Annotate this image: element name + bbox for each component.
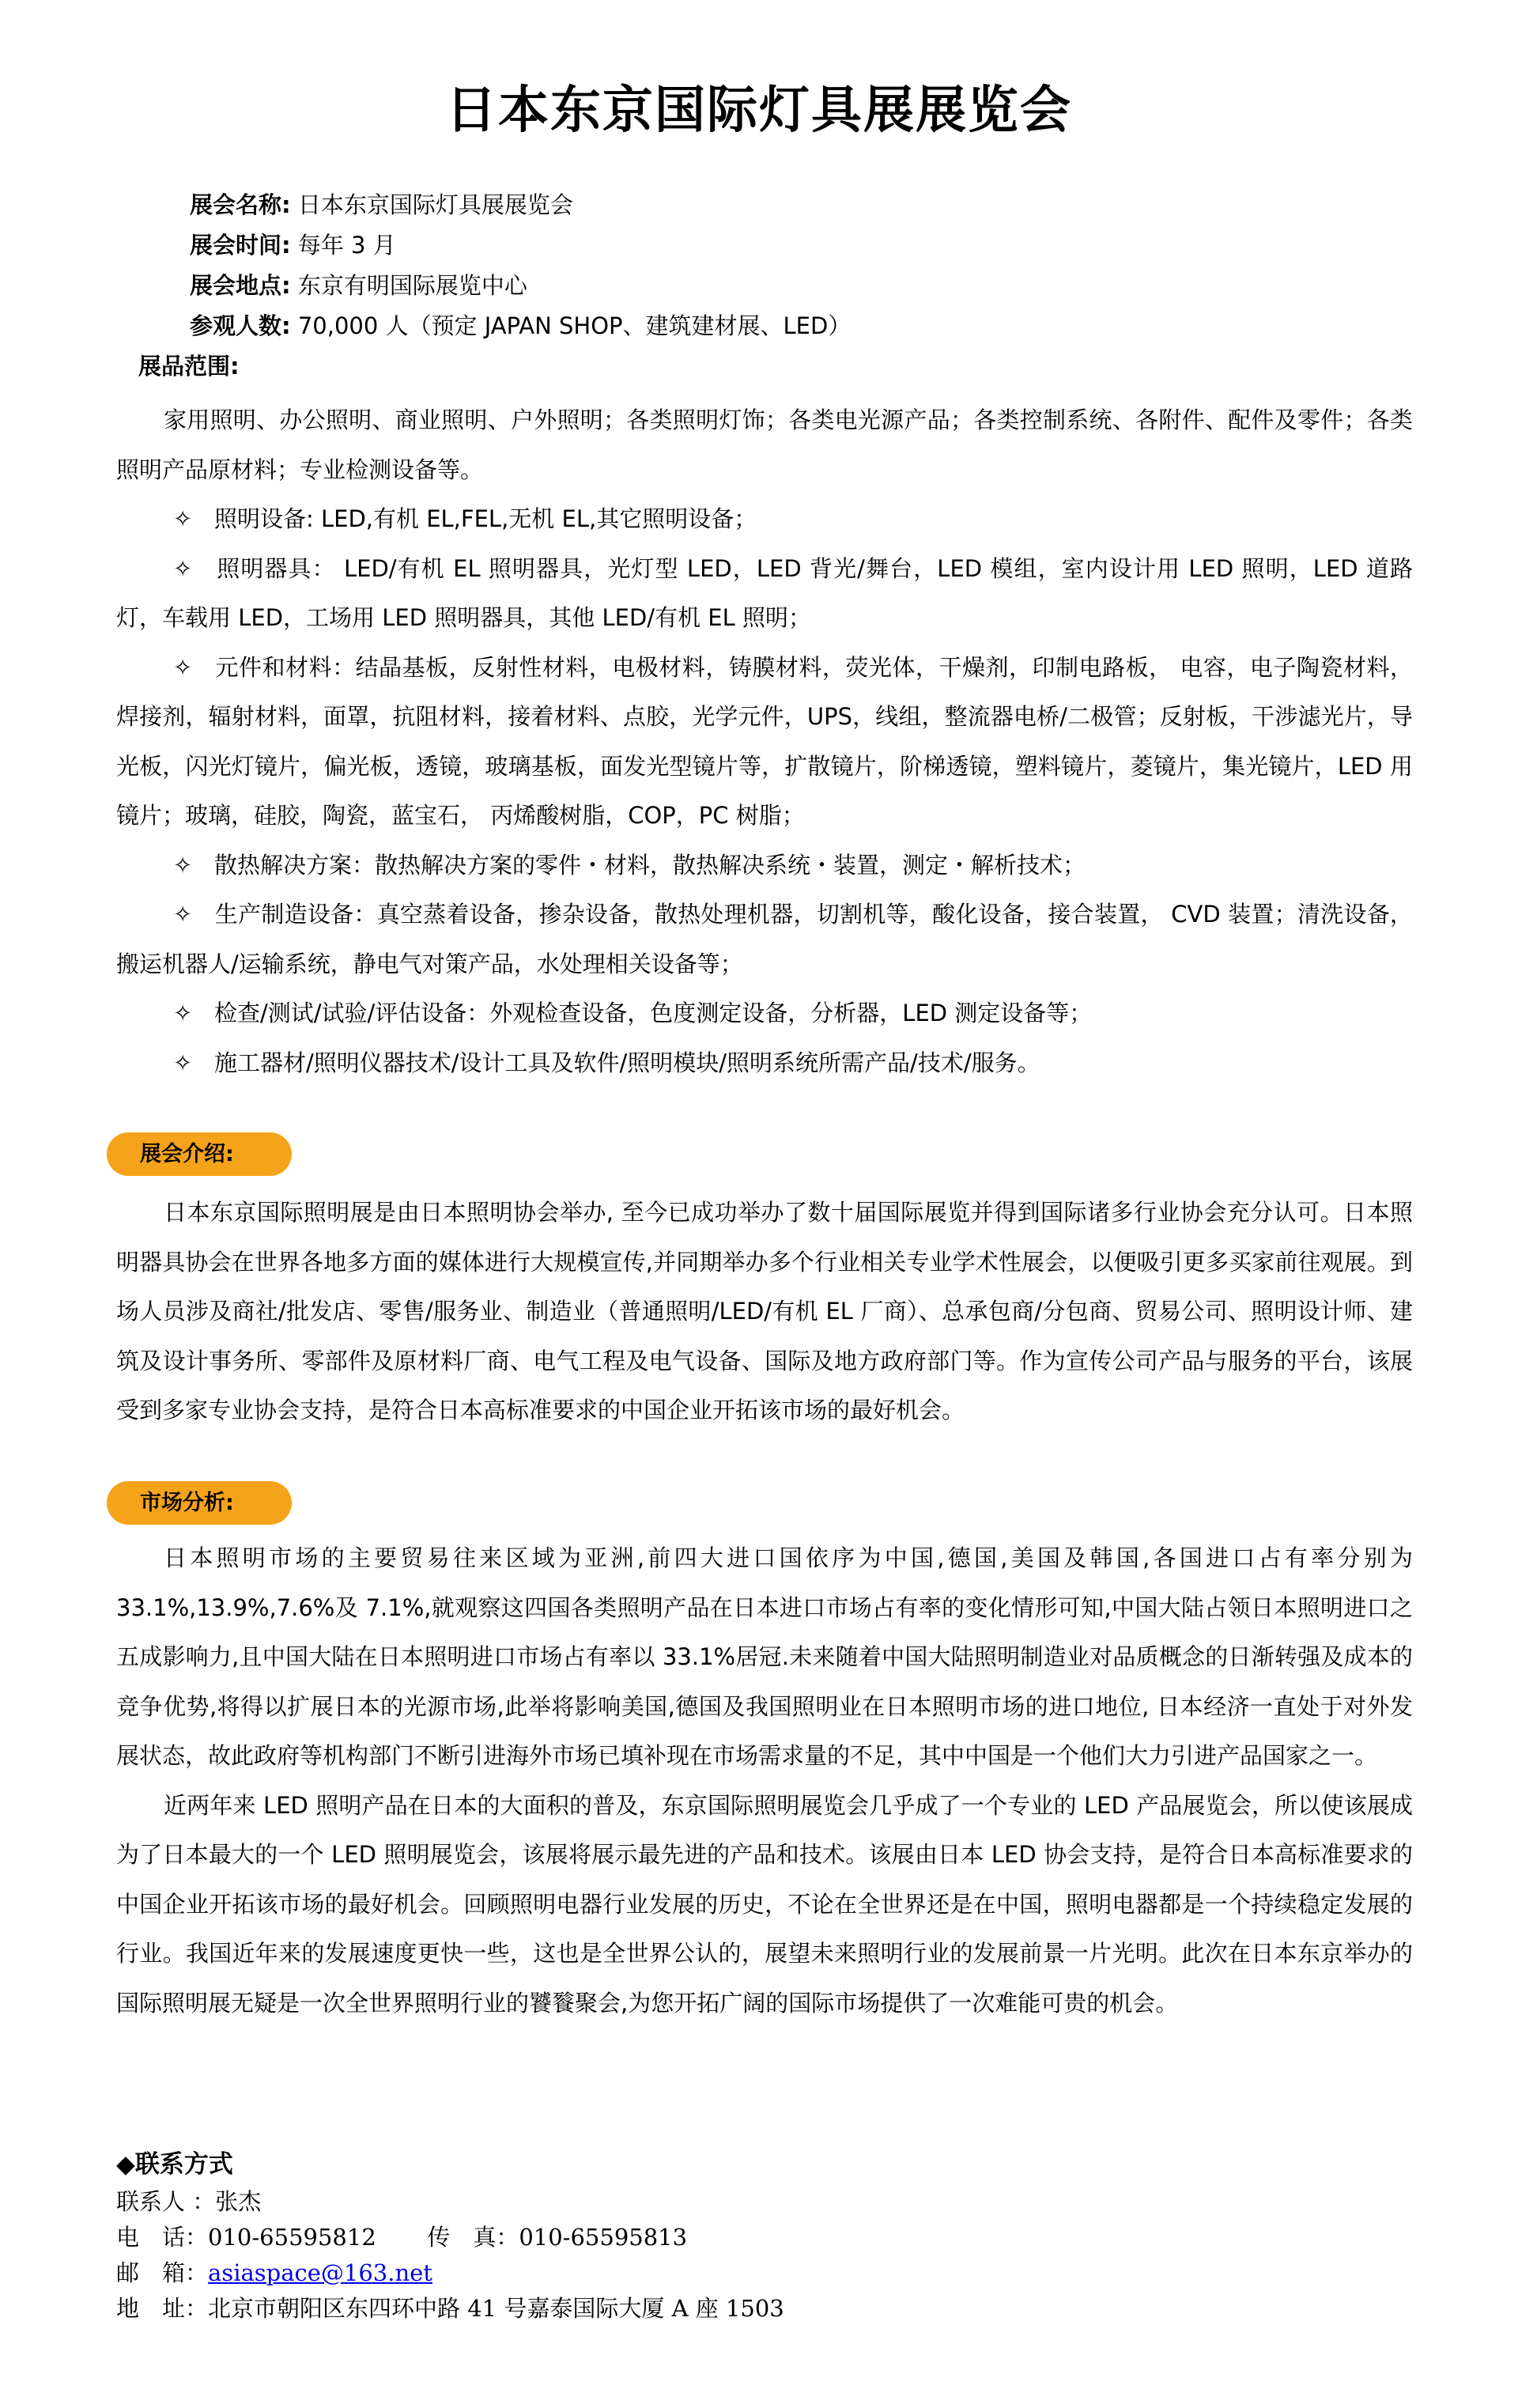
contact-phone-row bbox=[116, 2220, 784, 2255]
bullet-item bbox=[116, 544, 1413, 643]
info-value: 日本东京国际灯具展展览会 bbox=[297, 191, 573, 218]
bullet-text: 照明设备: LED,有机 EL,FEL,无机 EL,其它照明设备； bbox=[213, 505, 757, 532]
info-key: 展会时间: bbox=[190, 232, 291, 259]
info-key: 展会地点: bbox=[190, 272, 291, 299]
market-body bbox=[116, 1533, 1413, 2028]
contact-address-label: 地 址： bbox=[116, 2295, 209, 2322]
contact-email-link[interactable]: asiaspace@163.net bbox=[208, 2259, 432, 2286]
bullet-text: 散热解决方案：散热解决方案的零件・材料，散热解决系统・装置，测定・解析技术； bbox=[213, 851, 1086, 879]
bullet-item bbox=[116, 890, 1413, 989]
info-key: 展会名称: bbox=[190, 191, 291, 218]
intro-paragraph: 日本东京国际照明展是由日本照明协会举办, 至今已成功举办了数十届国际展览并得到国际诸多行业协会充分认可。日本照明器具协会在世界各地多方面的媒体进行大规模宣传,并同期举办多个行业相关专业学术性展会，以便吸引更多买家前往观展。到场人员涉及商社/批发店、零售/服务业、制造业（普通照明/LED/有机 EL 厂商）、总承包商/分包商、贸易公司、照明设计师、建筑及设计事务所、零部件及原材料厂商、电气工程及电气设备、国际及地方政府部门等。作为宣传公司产品与服务的平台，该展受到多家专业协会支持，是符合日本高标准要求的中国企业开拓该市场的最好机会。 bbox=[116, 1199, 1413, 1423]
intro-body bbox=[116, 1188, 1413, 1435]
contact-phone: 010-65595812 bbox=[208, 2224, 376, 2251]
info-row-venue bbox=[190, 266, 851, 306]
contact-block bbox=[116, 2145, 784, 2327]
bullet-text: 照明器具： LED/有机 EL 照明器具，光灯型 LED，LED 背光/舞台，LED 模组，室内设计用 LED 照明，LED 道路灯，车载用 LED，工场用 LED 照明器具，其他 LED/有机 EL 照明； bbox=[116, 554, 1413, 631]
info-row-name bbox=[190, 185, 851, 225]
bullet-item bbox=[116, 841, 1413, 890]
info-value: 70,000 人（预定 JAPAN SHOP、建筑建材展、LED） bbox=[297, 312, 852, 339]
contact-fax-label: 传 真： bbox=[427, 2224, 519, 2251]
section-badge-intro: 展会介绍: bbox=[107, 1132, 292, 1176]
contact-person-label: 联系人 ： bbox=[116, 2188, 216, 2215]
page-title: 日本东京国际灯具展展览会 bbox=[446, 81, 1072, 140]
bullet-diamond-icon: ✧ bbox=[173, 653, 193, 681]
bullet-diamond-icon: ✧ bbox=[173, 851, 193, 879]
exhibition-info bbox=[190, 185, 851, 346]
market-paragraph: 日本照明市场的主要贸易往来区域为亚洲,前四大进口国依序为中国,德国,美国及韩国,各国进口占有率分别为 33.1%,13.9%,7.6%及 7.1%,就观察这四国各类照明产品在日本进口市场占有率的变化情形可知,中国大陆占领日本照明进口之五成影响力,且中国大陆在日本照明进口市场占有率以 33.1%居冠.未来随着中国大陆照明制造业对品质概念的日渐转强及成本的竞争优势,将得以扩展日本的光源市场,此举将影响美国,德国及我国照明业在日本照明市场的进口地位, 日本经济一直处于对外发展状态，故此政府等机构部门不断引进海外市场已填补现在市场需求量的不足，其中中国是一个他们大力引进产品国家之一。 bbox=[116, 1544, 1413, 1769]
section-badge-market: 市场分析: bbox=[107, 1481, 292, 1525]
bullet-text: 检查/测试/试验/评估设备：外观检查设备，色度测定设备，分析器，LED 测定设备等； bbox=[213, 1000, 1093, 1026]
bullet-diamond-icon: ✧ bbox=[173, 554, 193, 582]
bullet-text: 生产制造设备：真空蒸着设备，掺杂设备，散热处理机器，切割机等，酸化设备，接合装置， CVD 装置；清洗设备，搬运机器人/运输系统，静电气对策产品，水处理相关设备等； bbox=[116, 901, 1414, 977]
bullet-text: 施工器材/照明仪器技术/设计工具及软件/照明模块/照明系统所需产品/技术/服务。 bbox=[213, 1049, 1040, 1076]
section-heading-range: 展品范围: bbox=[138, 353, 240, 380]
bullet-item bbox=[116, 989, 1413, 1038]
info-row-visitors bbox=[190, 306, 851, 346]
contact-email-label: 邮 箱： bbox=[116, 2259, 209, 2286]
bullet-diamond-icon: ✧ bbox=[173, 1049, 193, 1076]
info-key: 参观人数: bbox=[190, 312, 291, 339]
bullet-item bbox=[116, 643, 1413, 841]
info-row-time bbox=[190, 225, 851, 266]
bullet-text: 元件和材料：结晶基板，反射性材料，电极材料，铸膜材料，荧光体，干燥剂，印制电路板， 电容，电子陶瓷材料，焊接剂，辐射材料，面罩，抗阻材料，接着材料、点胶，光学元件，UPS，线组，整流器电桥/二极管；反射板，干涉滤光片，导光板，闪光灯镜片，偏光板，透镜，玻璃基板，面发光型镜片等，扩散镜片，阶梯透镜，塑料镜片，菱镜片，集光镜片，LED 用镜片；玻璃，硅胶，陶瓷，蓝宝石， 丙烯酸树脂，COP，PC 树脂； bbox=[116, 653, 1413, 829]
bullet-item bbox=[116, 1038, 1413, 1088]
contact-person: 张杰 bbox=[215, 2188, 262, 2215]
info-value: 每年 3 月 bbox=[297, 232, 396, 259]
contact-phone-label: 电 话： bbox=[116, 2224, 209, 2251]
contact-fax: 010-65595813 bbox=[519, 2224, 688, 2251]
contact-email-row bbox=[116, 2255, 784, 2291]
exhibit-range-body bbox=[116, 395, 1413, 1087]
bullet-diamond-icon: ✧ bbox=[173, 505, 193, 532]
bullet-item bbox=[116, 494, 1413, 544]
contact-address-row bbox=[116, 2291, 784, 2327]
range-intro-paragraph: 家用照明、办公照明、商业照明、户外照明；各类照明灯饰；各类电光源产品；各类控制系统、各附件、配件及零件；各类照明产品原材料；专业检测设备等。 bbox=[116, 406, 1413, 483]
bullet-diamond-icon: ✧ bbox=[173, 1000, 193, 1026]
contact-heading: ◆联系方式 bbox=[116, 2150, 233, 2179]
contact-person-row bbox=[116, 2184, 784, 2220]
info-value: 东京有明国际展览中心 bbox=[297, 272, 527, 299]
bullet-diamond-icon: ✧ bbox=[173, 901, 193, 928]
contact-address: 北京市朝阳区东四环中路 41 号嘉泰国际大厦 A 座 1503 bbox=[208, 2295, 784, 2322]
market-paragraph: 近两年来 LED 照明产品在日本的大面积的普及，东京国际照明展览会几乎成了一个专业的 LED 产品展览会，所以使该展成为了日本最大的一个 LED 照明展览会，该展将展示最先进的产品和技术。该展由日本 LED 协会支持，是符合日本高标准要求的中国企业开拓该市场的最好机会。回顾照明电器行业发展的历史，不论在全世界还是在中国，照明电器都是一个持续稳定发展的行业。我国近年来的发展速度更快一些，这也是全世界公认的，展望未来照明行业的发展前景一片光明。此次在日本东京举办的国际照明展无疑是一次全世界照明行业的饕餮聚会,为您开拓广阔的国际市场提供了一次难能可贵的机会。 bbox=[116, 1791, 1413, 2017]
